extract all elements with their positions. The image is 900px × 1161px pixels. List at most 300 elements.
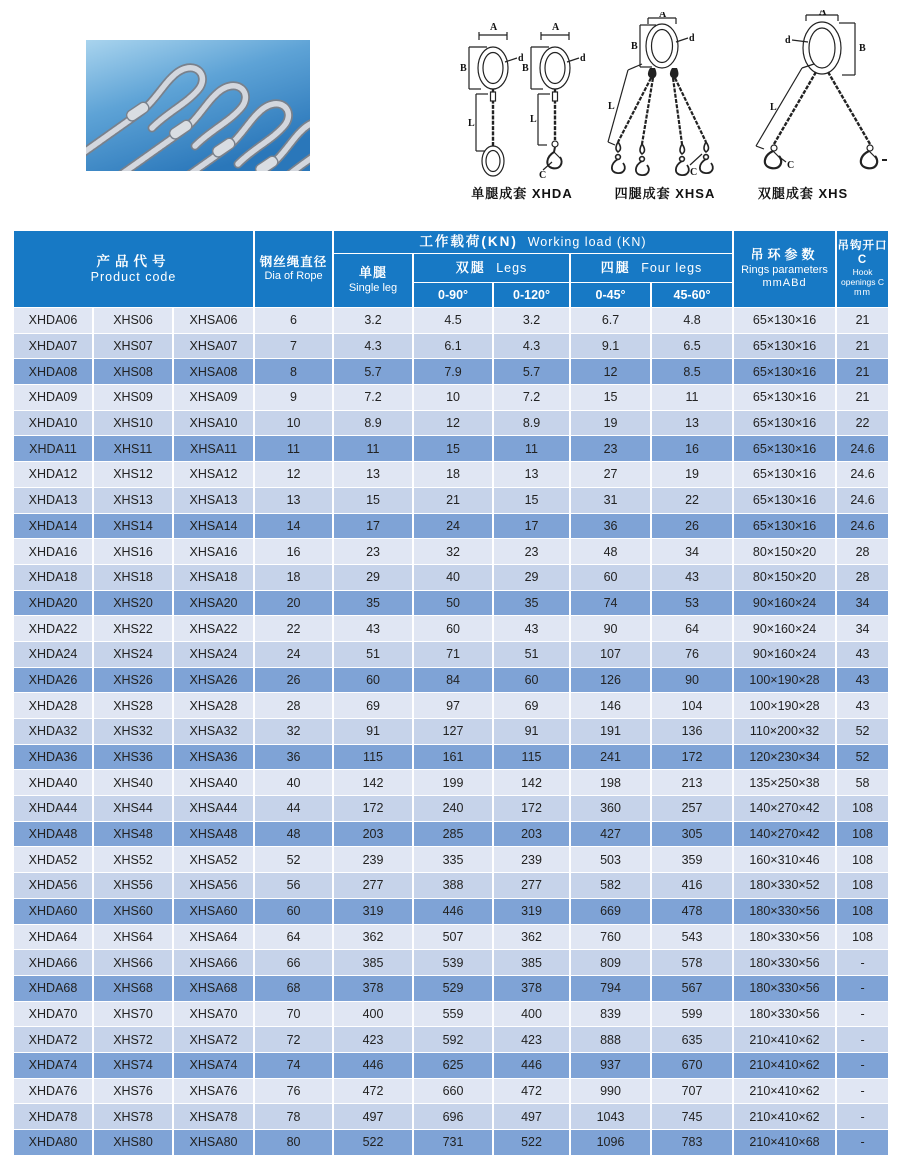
table-cell: 7.9 xyxy=(413,359,493,385)
table-cell: 65×130×16 xyxy=(733,333,836,359)
table-cell: 60 xyxy=(493,667,570,693)
table-cell: 84 xyxy=(413,667,493,693)
table-cell: XHSA20 xyxy=(173,590,254,616)
table-cell: XHSA09 xyxy=(173,385,254,411)
table-cell: XHDA24 xyxy=(13,641,93,667)
table-cell: 60 xyxy=(413,616,493,642)
table-cell: 160×310×46 xyxy=(733,847,836,873)
table-cell: 172 xyxy=(493,796,570,822)
table-cell: XHS16 xyxy=(93,539,173,565)
table-row xyxy=(13,590,889,616)
table-cell: 90×160×24 xyxy=(733,616,836,642)
header-hook-en: Hook openings C xyxy=(841,266,885,287)
table-cell: 91 xyxy=(333,719,413,745)
table-row xyxy=(13,950,889,976)
table-row xyxy=(13,410,889,436)
table-cell: 69 xyxy=(333,693,413,719)
table-cell: 26 xyxy=(651,513,733,539)
table-cell: 599 xyxy=(651,1001,733,1027)
table-cell: 18 xyxy=(413,462,493,488)
table-cell: 91 xyxy=(493,719,570,745)
table-cell: XHS60 xyxy=(93,898,173,924)
table-cell: XHDA07 xyxy=(13,333,93,359)
two-leg-caption: 双腿成套 XHS xyxy=(757,186,849,201)
table-cell: XHS76 xyxy=(93,1078,173,1104)
table-cell: 731 xyxy=(413,1130,493,1156)
table-cell: 16 xyxy=(651,436,733,462)
table-cell: XHDA64 xyxy=(13,924,93,950)
table-cell: 64 xyxy=(254,924,333,950)
table-cell: XHS14 xyxy=(93,513,173,539)
table-cell: 423 xyxy=(333,1027,413,1053)
table-cell: 522 xyxy=(333,1130,413,1156)
table-row xyxy=(13,487,889,513)
table-cell: XHSA52 xyxy=(173,847,254,873)
dim-d-label: d xyxy=(580,53,586,64)
table-cell: 19 xyxy=(651,462,733,488)
table-cell: 43 xyxy=(836,667,889,693)
table-cell: XHDA68 xyxy=(13,975,93,1001)
table-cell: XHS08 xyxy=(93,359,173,385)
dim-a-label: A xyxy=(819,10,827,18)
table-cell: 43 xyxy=(836,693,889,719)
table-cell: XHS07 xyxy=(93,333,173,359)
table-cell: 809 xyxy=(570,950,651,976)
table-cell: 241 xyxy=(570,744,651,770)
table-cell: XHDA14 xyxy=(13,513,93,539)
table-cell: 56 xyxy=(254,873,333,899)
table-cell: 7.2 xyxy=(333,385,413,411)
table-row xyxy=(13,873,889,899)
table-cell: 34 xyxy=(651,539,733,565)
table-cell: XHDA80 xyxy=(13,1130,93,1156)
table-row xyxy=(13,924,889,950)
table-cell: 635 xyxy=(651,1027,733,1053)
table-cell: 172 xyxy=(333,796,413,822)
table-cell: 36 xyxy=(570,513,651,539)
table-cell: 359 xyxy=(651,847,733,873)
table-cell: 210×410×62 xyxy=(733,1104,836,1130)
table-row xyxy=(13,436,889,462)
table-cell: XHDA36 xyxy=(13,744,93,770)
table-cell: 115 xyxy=(333,744,413,770)
table-cell: 21 xyxy=(836,359,889,385)
table-cell: 794 xyxy=(570,975,651,1001)
table-cell: 35 xyxy=(333,590,413,616)
table-cell: 446 xyxy=(413,898,493,924)
dim-l-label: L xyxy=(530,114,537,125)
table-cell: 660 xyxy=(413,1078,493,1104)
table-cell: 22 xyxy=(651,487,733,513)
table-cell: 26 xyxy=(254,667,333,693)
dim-d-label: d xyxy=(689,33,695,44)
table-cell: 16 xyxy=(254,539,333,565)
table-cell: 539 xyxy=(413,950,493,976)
table-cell: 71 xyxy=(413,641,493,667)
table-cell: 12 xyxy=(570,359,651,385)
table-cell: 172 xyxy=(651,744,733,770)
table-row xyxy=(13,308,889,334)
table-row xyxy=(13,1001,889,1027)
table-cell: XHSA07 xyxy=(173,333,254,359)
table-cell: 578 xyxy=(651,950,733,976)
table-cell: XHSA40 xyxy=(173,770,254,796)
table-cell: 90×160×24 xyxy=(733,641,836,667)
table-cell: - xyxy=(836,1078,889,1104)
header-dia-en: Dia of Rope xyxy=(264,270,323,283)
header-product-code xyxy=(13,231,254,308)
table-cell: XHDA40 xyxy=(13,770,93,796)
table-row xyxy=(13,385,889,411)
table-cell: XHDA10 xyxy=(13,410,93,436)
table-cell: 8.5 xyxy=(651,359,733,385)
table-cell: 23 xyxy=(493,539,570,565)
table-cell: 22 xyxy=(836,410,889,436)
header-rings-unit: mmABd xyxy=(762,276,807,289)
table-cell: XHS11 xyxy=(93,436,173,462)
table-cell: 210×410×62 xyxy=(733,1078,836,1104)
table-cell: 385 xyxy=(333,950,413,976)
header-angle-0-45: 0-45° xyxy=(570,283,651,308)
table-row xyxy=(13,1130,889,1156)
dim-a-label: A xyxy=(490,22,498,33)
table-cell: 1043 xyxy=(570,1104,651,1130)
table-cell: 107 xyxy=(570,641,651,667)
table-cell: 15 xyxy=(413,436,493,462)
table-cell: 17 xyxy=(493,513,570,539)
table-cell: 142 xyxy=(493,770,570,796)
table-cell: XHSA48 xyxy=(173,821,254,847)
table-cell: 937 xyxy=(570,1052,651,1078)
table-cell: 97 xyxy=(413,693,493,719)
table-cell: 696 xyxy=(413,1104,493,1130)
table-cell: 400 xyxy=(333,1001,413,1027)
table-cell: 24 xyxy=(413,513,493,539)
table-cell: 4.3 xyxy=(493,333,570,359)
table-cell: 11 xyxy=(254,436,333,462)
header-rings-en: Rings parameters xyxy=(741,264,828,277)
header-four-legs-zh: 四腿 xyxy=(600,259,631,275)
two-leg-diagram xyxy=(742,10,892,184)
table-cell: 60 xyxy=(570,564,651,590)
table-row xyxy=(13,744,889,770)
table-cell: 423 xyxy=(493,1027,570,1053)
table-cell: 31 xyxy=(570,487,651,513)
table-cell: XHSA56 xyxy=(173,873,254,899)
table-cell: - xyxy=(836,950,889,976)
table-cell: 65×130×16 xyxy=(733,513,836,539)
table-cell: XHS74 xyxy=(93,1052,173,1078)
table-cell: 65×130×16 xyxy=(733,487,836,513)
table-cell: XHSA28 xyxy=(173,693,254,719)
table-cell: 27 xyxy=(570,462,651,488)
table-cell: 66 xyxy=(254,950,333,976)
table-cell: XHSA12 xyxy=(173,462,254,488)
table-cell: 567 xyxy=(651,975,733,1001)
table-cell: 180×330×56 xyxy=(733,898,836,924)
table-cell: XHS12 xyxy=(93,462,173,488)
table-cell: 10 xyxy=(254,410,333,436)
table-cell: 100×190×28 xyxy=(733,693,836,719)
table-cell: 80×150×20 xyxy=(733,539,836,565)
table-cell: XHDA09 xyxy=(13,385,93,411)
table-cell: XHS20 xyxy=(93,590,173,616)
table-cell: XHS06 xyxy=(93,308,173,334)
table-cell: 783 xyxy=(651,1130,733,1156)
dim-c-label: C xyxy=(787,160,795,171)
table-cell: 115 xyxy=(493,744,570,770)
table-row xyxy=(13,847,889,873)
table-cell: XHDA66 xyxy=(13,950,93,976)
dim-c-label: C xyxy=(690,167,698,178)
header-two-legs-zh: 双腿 xyxy=(455,259,486,275)
header-rings-parameters xyxy=(733,231,836,308)
table-cell: XHS18 xyxy=(93,564,173,590)
table-cell: XHSA66 xyxy=(173,950,254,976)
header-angle-0-90: 0-90° xyxy=(413,283,493,308)
table-cell: 3.2 xyxy=(493,308,570,334)
table-cell: 388 xyxy=(413,873,493,899)
table-cell: 108 xyxy=(836,847,889,873)
table-cell: 213 xyxy=(651,770,733,796)
table-cell: 14 xyxy=(254,513,333,539)
table-cell: 48 xyxy=(570,539,651,565)
single-leg-diagram xyxy=(455,18,590,183)
table-cell: 108 xyxy=(836,898,889,924)
header-two-legs xyxy=(413,254,570,283)
table-cell: 6.1 xyxy=(413,333,493,359)
dim-c-label: C xyxy=(539,170,547,181)
wire-rope-sling-photo xyxy=(86,40,310,171)
header-single-leg xyxy=(333,254,413,308)
table-cell: 51 xyxy=(493,641,570,667)
table-cell: 4.3 xyxy=(333,333,413,359)
table-cell: 36 xyxy=(254,744,333,770)
table-cell: XHS64 xyxy=(93,924,173,950)
table-cell: 180×330×56 xyxy=(733,1001,836,1027)
table-cell: 180×330×52 xyxy=(733,873,836,899)
table-row xyxy=(13,616,889,642)
table-cell: XHDA70 xyxy=(13,1001,93,1027)
table-cell: 13 xyxy=(254,487,333,513)
table-row xyxy=(13,693,889,719)
table-cell: XHSA24 xyxy=(173,641,254,667)
table-cell: XHDA18 xyxy=(13,564,93,590)
table-cell: XHDA78 xyxy=(13,1104,93,1130)
table-cell: 507 xyxy=(413,924,493,950)
table-row xyxy=(13,564,889,590)
table-row xyxy=(13,1104,889,1130)
table-cell: 10 xyxy=(413,385,493,411)
table-cell: 180×330×56 xyxy=(733,924,836,950)
table-cell: 625 xyxy=(413,1052,493,1078)
table-cell: 74 xyxy=(254,1052,333,1078)
table-cell: 24.6 xyxy=(836,462,889,488)
table-cell: 446 xyxy=(333,1052,413,1078)
header-four-legs-en: Four legs xyxy=(641,260,703,275)
table-cell: 240 xyxy=(413,796,493,822)
table-cell: 18 xyxy=(254,564,333,590)
table-cell: 43 xyxy=(651,564,733,590)
table-cell: 136 xyxy=(651,719,733,745)
table-cell: 11 xyxy=(493,436,570,462)
table-cell: 135×250×38 xyxy=(733,770,836,796)
dim-l-label: L xyxy=(770,102,777,113)
table-cell: XHDA44 xyxy=(13,796,93,822)
table-cell: 4.8 xyxy=(651,308,733,334)
table-cell: XHSA60 xyxy=(173,898,254,924)
table-cell: 582 xyxy=(570,873,651,899)
table-cell: 378 xyxy=(493,975,570,1001)
table-cell: 427 xyxy=(570,821,651,847)
header-hook-opening xyxy=(836,231,889,308)
header-working-load xyxy=(333,231,733,254)
table-cell: 23 xyxy=(333,539,413,565)
product-photo xyxy=(86,40,310,171)
table-cell: XHDA32 xyxy=(13,719,93,745)
table-cell: XHSA80 xyxy=(173,1130,254,1156)
table-cell: 22 xyxy=(254,616,333,642)
header-rings-zh: 吊环参数 xyxy=(750,247,819,263)
table-cell: - xyxy=(836,1052,889,1078)
table-cell: XHS78 xyxy=(93,1104,173,1130)
table-cell: 3.2 xyxy=(333,308,413,334)
table-cell: 24.6 xyxy=(836,513,889,539)
table-cell: 100×190×28 xyxy=(733,667,836,693)
dim-l-label: L xyxy=(608,101,615,112)
table-cell: XHSA14 xyxy=(173,513,254,539)
header-four-legs xyxy=(570,254,733,283)
table-cell: XHDA06 xyxy=(13,308,93,334)
table-cell: XHDA22 xyxy=(13,616,93,642)
dim-b-label: B xyxy=(859,43,866,54)
table-cell: 108 xyxy=(836,873,889,899)
table-cell: 669 xyxy=(570,898,651,924)
table-cell: 5.7 xyxy=(333,359,413,385)
table-cell: 24 xyxy=(254,641,333,667)
table-cell: XHSA13 xyxy=(173,487,254,513)
table-cell: 6 xyxy=(254,308,333,334)
table-cell: 53 xyxy=(651,590,733,616)
table-row xyxy=(13,513,889,539)
table-cell: 478 xyxy=(651,898,733,924)
header-two-legs-en: Legs xyxy=(496,260,528,275)
table-cell: 400 xyxy=(493,1001,570,1027)
table-cell: 8.9 xyxy=(493,410,570,436)
table-cell: 17 xyxy=(333,513,413,539)
table-cell: 5.7 xyxy=(493,359,570,385)
table-cell: XHS72 xyxy=(93,1027,173,1053)
table-cell: 44 xyxy=(254,796,333,822)
table-cell: 203 xyxy=(493,821,570,847)
four-leg-caption: 四腿成套 XHSA xyxy=(614,186,716,201)
table-cell: 108 xyxy=(836,796,889,822)
table-cell: 142 xyxy=(333,770,413,796)
table-cell: XHDA11 xyxy=(13,436,93,462)
table-cell: XHS80 xyxy=(93,1130,173,1156)
table-cell: - xyxy=(836,1130,889,1156)
table-cell: XHSA72 xyxy=(173,1027,254,1053)
table-cell: 277 xyxy=(333,873,413,899)
table-cell: XHDA56 xyxy=(13,873,93,899)
table-cell: 80 xyxy=(254,1130,333,1156)
table-cell: 20 xyxy=(254,590,333,616)
spec-table-header xyxy=(13,231,889,308)
table-cell: XHDA13 xyxy=(13,487,93,513)
table-cell: 21 xyxy=(836,385,889,411)
table-cell: XHS52 xyxy=(93,847,173,873)
table-cell: 28 xyxy=(836,564,889,590)
table-cell: 23 xyxy=(570,436,651,462)
table-cell: 74 xyxy=(570,590,651,616)
table-cell: 19 xyxy=(570,410,651,436)
table-cell: 210×410×68 xyxy=(733,1130,836,1156)
table-cell: 13 xyxy=(493,462,570,488)
table-cell: 60 xyxy=(254,898,333,924)
table-cell: 70 xyxy=(254,1001,333,1027)
table-cell: 21 xyxy=(836,308,889,334)
table-cell: 58 xyxy=(836,770,889,796)
table-cell: XHDA28 xyxy=(13,693,93,719)
table-cell: 385 xyxy=(493,950,570,976)
table-cell: XHS70 xyxy=(93,1001,173,1027)
table-cell: 670 xyxy=(651,1052,733,1078)
table-cell: 446 xyxy=(493,1052,570,1078)
table-cell: 707 xyxy=(651,1078,733,1104)
table-cell: 28 xyxy=(836,539,889,565)
table-cell: 472 xyxy=(493,1078,570,1104)
table-cell: 210×410×62 xyxy=(733,1027,836,1053)
table-cell: 13 xyxy=(333,462,413,488)
table-cell: 6.5 xyxy=(651,333,733,359)
table-cell: XHS36 xyxy=(93,744,173,770)
header-single-leg-en: Single leg xyxy=(348,282,398,295)
table-cell: 90 xyxy=(570,616,651,642)
table-cell: 8.9 xyxy=(333,410,413,436)
table-cell: 9.1 xyxy=(570,333,651,359)
table-cell: 52 xyxy=(836,719,889,745)
table-row xyxy=(13,1027,889,1053)
table-row xyxy=(13,975,889,1001)
table-cell: - xyxy=(836,1001,889,1027)
table-cell: XHS22 xyxy=(93,616,173,642)
table-cell: XHSA36 xyxy=(173,744,254,770)
table-cell: 239 xyxy=(493,847,570,873)
table-cell: - xyxy=(836,1104,889,1130)
table-cell: XHS48 xyxy=(93,821,173,847)
table-cell: 43 xyxy=(836,641,889,667)
spec-table-body xyxy=(13,308,889,1156)
single-leg-caption: 单腿成套 XHDA xyxy=(471,186,573,201)
table-row xyxy=(13,333,889,359)
table-row xyxy=(13,770,889,796)
table-cell: XHS32 xyxy=(93,719,173,745)
table-cell: 76 xyxy=(651,641,733,667)
table-cell: 497 xyxy=(493,1104,570,1130)
table-cell: 378 xyxy=(333,975,413,1001)
table-cell: 360 xyxy=(570,796,651,822)
table-cell: 127 xyxy=(413,719,493,745)
table-cell: 28 xyxy=(254,693,333,719)
table-cell: 80×150×20 xyxy=(733,564,836,590)
table-cell: 110×200×32 xyxy=(733,719,836,745)
table-cell: 65×130×16 xyxy=(733,436,836,462)
table-cell: 90×160×24 xyxy=(733,590,836,616)
table-cell: XHS28 xyxy=(93,693,173,719)
table-cell: 34 xyxy=(836,616,889,642)
table-cell: 180×330×56 xyxy=(733,975,836,1001)
table-cell: 362 xyxy=(493,924,570,950)
